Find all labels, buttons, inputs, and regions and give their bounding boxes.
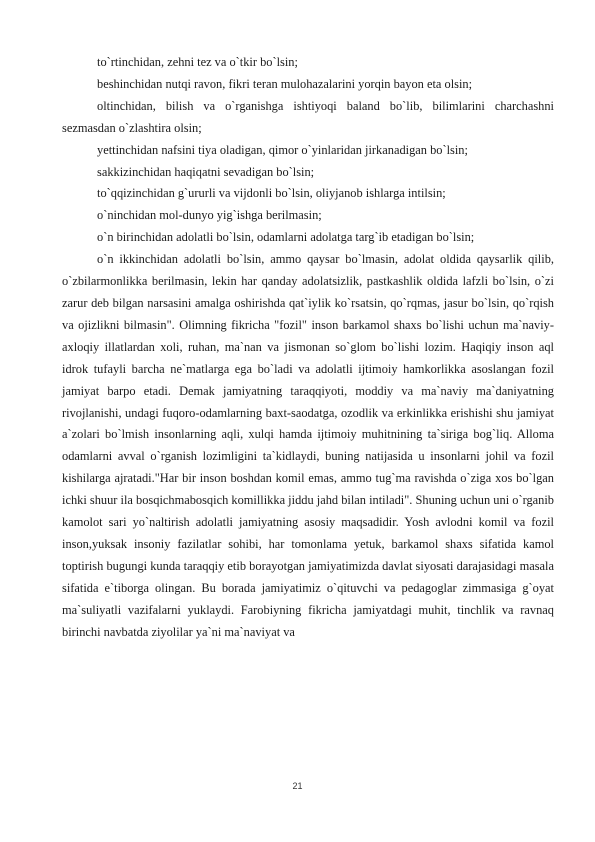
page-number: 21	[292, 781, 303, 791]
paragraph-7: o`ninchidan mol-dunyo yig`ishga berilmasin;	[97, 208, 322, 223]
paragraph-1: to`rtinchidan, zehni tez va o`tkir bo`lsin;	[97, 55, 298, 69]
paragraph-4: yettinchidan nafsini tiya oladigan, qimor o`yinlaridan jirkanadigan bo`lsin;	[97, 142, 468, 157]
paragraph-2: beshinchidan nutqi ravon, fikri teran mulohazalarini yorqin bayon eta olsin;	[97, 76, 473, 91]
paragraph-3: oltinchidan, bilish va o`rganishga ishtiyoqi baland bo`lib, bilimlarini charchashni sezmasdan o`zlashtira olsin;	[62, 98, 554, 135]
paragraph-5: sakkizinchidan haqiqatni sevadigan bo`lsin;	[97, 164, 315, 179]
document-page	[62, 52, 554, 643]
paragraph-9: o`n ikkinchidan adolatli bo`lsin, ammo qaysar bo`lmasin, adolat oldida qaysarlik qilib, o`zbilarmonlikka berilmasin, lekin har qanday adolatsizlik, pastkashlik oldida lafzli bo`lsin, o`zi zarur deb bilgan narsasini amalga oshirishda qat`iylik ko`rsatsin, qo`rqmas, jasur bo`lsin, qo`rqish va ojizlikni bilmasin". Olimning fikricha "fozil" inson barkamol shaxs bo`lishi uchun ma`naviy- axloqiy illatlardan xoli, ruhan, ma`nan va jismonan so`glom bo`lishi lozim. Haqiqiy inson aql idrok tufayli barcha ne`matlarga ega bo`ladi va adolatli ijtimoiy hamkorlikka asoslangan fozil jamiyat barpo etadi. Demak jamiyatning taraqqiyoti, moddiy va ma`naviy ma`daniyatning rivojlanishi, undagi fuqoro-odamlarning baxt-saodatga, ozodlik va erkinlikka erishishi shu jamiyat a`zolari bo`lmish insonlarning aqli, xulqi hamda ijtimoiy muhitnining ta`siriga bog`liq. Alloma odamlarni avval o`rganish lozimligini ta`kidlaydi, buning natijasida u insonlarni johil va fozil kishilarga ajratadi."Har bir inson boshdan komil emas, ammo tug`ma ravishda o`ziga xos bo`lgan ichki shuur ila bosqichmabosqich komillikka jiddu jahd bilan intiladi". Shuning uchun uni o`rganib kamolot sari yo`naltirish adolatli jamiyatning asosiy maqsadidir. Yosh avlodni komil va fozil inson,yuksak insoniy fazilatlar sohibi, har tomonlama yetuk, barkamol shaxs sifatida kamol toptirish bugungi kunda taraqqiy etib borayotgan jamiyatimizda davlat siyosati darajasidagi masala sifatida e`tiborga olingan. Bu borada jamiyatimiz o`qituvchi va pedagoglar zimmasiga g`oyat ma`suliyatli vazifalarni yuklaydi. Farobiyning fikricha jamiyatdagi muhit, tinchlik va ravnaq birinchi navbatda ziyolilar ya`ni ma`naviyat va	[62, 252, 554, 639]
paragraph-8: o`n birinchidan adolatli bo`lsin, odamlarni adolatga targ`ib etadigan bo`lsin;	[97, 230, 475, 245]
paragraph-6: to`qqizinchidan g`ururli va vijdonli bo`lsin, oliyjanob ishlarga intilsin;	[97, 186, 446, 201]
